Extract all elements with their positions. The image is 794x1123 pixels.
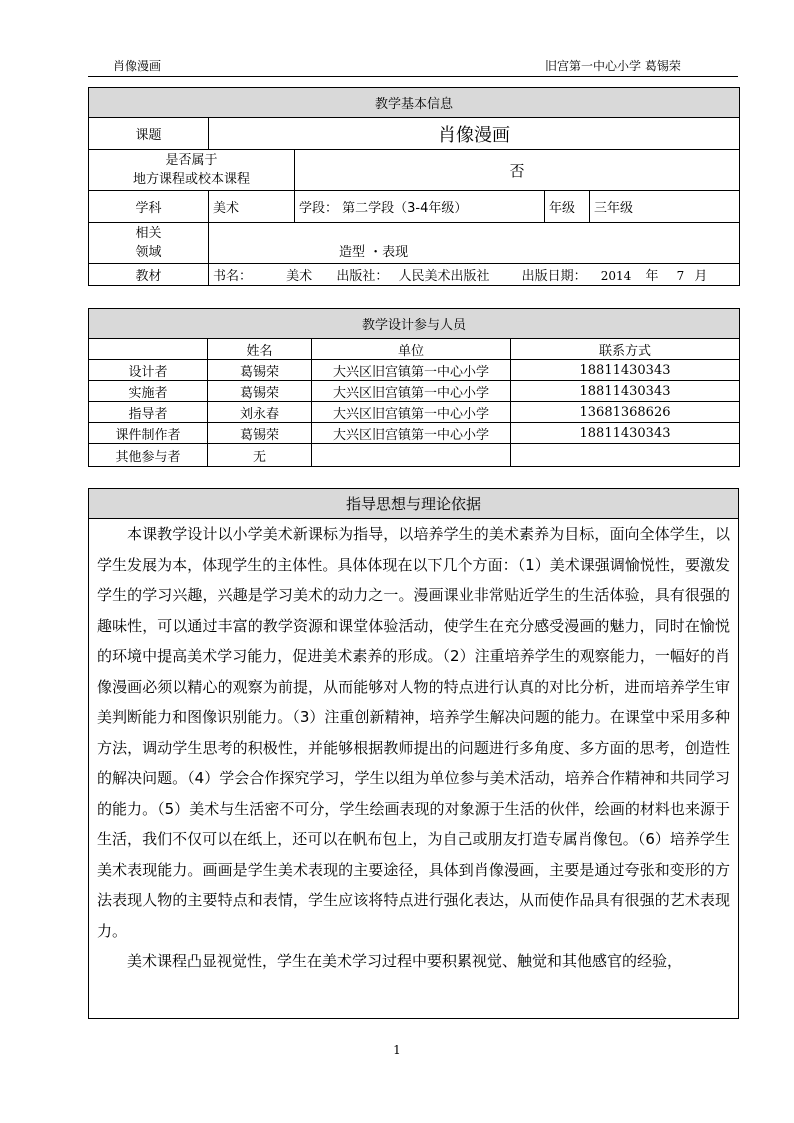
publish-month: 7 (676, 269, 685, 283)
guidance-paragraph-2: 美术课程凸显视觉性，学生在美术学习过程中要积累视觉、触觉和其他感官的经验， (127, 952, 683, 970)
publish-month-unit: 月 (694, 269, 708, 284)
contact-cell: 18811430343 (511, 423, 740, 444)
unit-cell: 大兴区旧宫镇第一中心小学 (312, 402, 511, 423)
unit-cell (312, 444, 511, 467)
guidance-paragraph-1: 本课教学设计以小学美术新课标为指导，以培养学生的美术素养为目标，面向全体学生，以学生发展为本，体现学生的主体性。具体体现在以下几个方面：（1）美术课强调愉悦性，要激发学生的学习兴趣，兴趣是学习美术的动力之一。漫画课业非常贴近学生的生活体验，具有很强的趣味性，可以通过丰富的教学资源和课堂体验活动，使学生在充分感受漫画的魅力，同时在愉悦的环境中提高美术学习能力，促进美术素养的形成。（2）注重培养学生的观察能力，一幅好的肖像漫画必须以精心的观察为前提，从而能够对人物的特点进行认真的对比分析，进而培养学生审美判断能力和图像识别能力。（3）注重创新精神，培养学生解决问题的能力。在课堂中采用多种方法，调动学生思考的积极性，并能够根据教师提出的问题进行多角度、多方面的思考，创造性的解决问题。（4）学会合作探究学习，学生以组为单位参与美术活动，培养合作精神和共同学习的能力。（5）美术与生活密不可分，学生绘画表现的对象源于生活的伙伴，绘画的材料也来源于生活，我们不仅可以在纸上，还可以在帆布包上，为自己或朋友打造专属肖像包。（6）培养学生美术表现能力。画画是学生美术表现的主要途径，具体到肖像漫画，主要是通过夸张和变形的方法表现人物的主要特点和表情，学生应该将特点进行强化表达，从而使作品具有很强的艺术表现力。 (97, 525, 730, 940)
role-cell: 设计者 (89, 360, 208, 381)
stage-cell (295, 191, 545, 223)
name-cell: 葛锡荣 (208, 423, 312, 444)
contact-cell (511, 444, 740, 467)
publish-year: 2014 (600, 269, 632, 283)
local-course-label (89, 150, 295, 191)
basic-info-title: 教学基本信息 (89, 88, 740, 118)
contact-cell: 18811430343 (511, 381, 740, 402)
field-label (89, 223, 209, 264)
publisher-value: 人民美术出版社 (398, 269, 490, 284)
publish-year-unit: 年 (645, 269, 659, 284)
contact-cell: 18811430343 (511, 360, 740, 381)
topic-value: 肖像漫画 (209, 118, 740, 150)
unit-cell: 大兴区旧宫镇第一中心小学 (312, 360, 511, 381)
participants-table (88, 308, 740, 467)
table-row (89, 423, 740, 444)
page-number: 1 (393, 1043, 401, 1057)
column-header: 联系方式 (511, 339, 740, 360)
publisher-label: 出版社： (336, 269, 389, 284)
field-value: 造型 ・表现 (209, 223, 740, 264)
contact-cell: 13681368626 (511, 402, 740, 423)
guidance-body (89, 519, 739, 1019)
name-cell: 刘永春 (208, 402, 312, 423)
unit-cell: 大兴区旧宫镇第一中心小学 (312, 423, 511, 444)
field-label-line2: 领域 (135, 245, 162, 260)
table-row (89, 381, 740, 402)
role-cell: 课件制作者 (89, 423, 208, 444)
local-course-value: 否 (295, 150, 740, 191)
participants-title: 教学设计参与人员 (89, 309, 740, 339)
table-row (89, 402, 740, 423)
guidance-title: 指导思想与理论依据 (89, 489, 739, 519)
subject-value: 美术 (209, 191, 295, 223)
book-label: 书名： (213, 269, 253, 284)
field-label-line1: 相关 (135, 226, 162, 241)
role-cell: 实施者 (89, 381, 208, 402)
role-cell: 其他参与者 (89, 444, 208, 467)
guidance-table (88, 488, 739, 1019)
header-rule (88, 76, 738, 77)
grade-label: 年级 (545, 191, 590, 223)
name-cell: 葛锡荣 (208, 360, 312, 381)
subject-label: 学科 (89, 191, 209, 223)
name-cell: 葛锡荣 (208, 381, 312, 402)
basic-info-table (88, 87, 740, 286)
name-cell: 无 (208, 444, 312, 467)
header-school-author: 旧宫第一中心小学 葛锡荣 (545, 59, 681, 73)
local-course-label-line1: 是否属于 (165, 153, 218, 168)
book-value: 美术 (286, 269, 313, 284)
unit-cell: 大兴区旧宫镇第一中心小学 (312, 381, 511, 402)
column-header: 姓名 (208, 339, 312, 360)
table-row (89, 360, 740, 381)
table-row (89, 444, 740, 467)
stage-label: 学段： (299, 201, 339, 216)
column-header (89, 339, 208, 360)
column-header: 单位 (312, 339, 511, 360)
textbook-info (209, 264, 740, 286)
publish-date-label: 出版日期： (521, 269, 587, 284)
stage-value: 第二学段（3-4年级） (342, 201, 468, 216)
local-course-label-line2: 地方课程或校本课程 (132, 172, 250, 187)
role-cell: 指导者 (89, 402, 208, 423)
textbook-label: 教材 (89, 264, 209, 286)
grade-value: 三年级 (590, 191, 740, 223)
topic-label: 课题 (89, 118, 209, 150)
header-doc-title: 肖像漫画 (113, 59, 162, 73)
